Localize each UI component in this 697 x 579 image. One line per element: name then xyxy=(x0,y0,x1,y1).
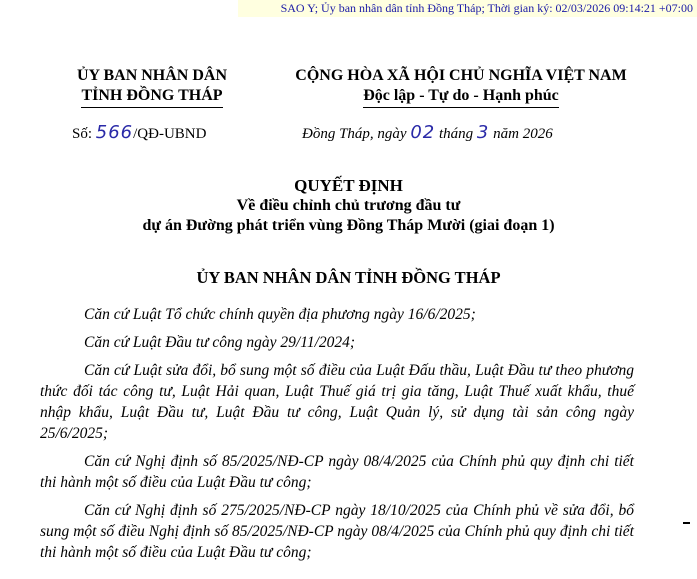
issuing-authority-header xyxy=(56,66,248,108)
date-month-handwritten: 3 xyxy=(476,122,490,143)
date-line xyxy=(302,122,553,143)
authority-line-1: ỦY BAN NHÂN DÂN xyxy=(76,67,228,84)
legal-basis-section xyxy=(40,304,634,570)
national-motto: Độc lập - Tự do - Hạnh phúc xyxy=(363,86,559,108)
legal-basis-paragraph: Căn cứ Luật Tổ chức chính quyền địa phương ngày 16/6/2025; xyxy=(84,306,476,323)
decision-title-block xyxy=(0,176,697,236)
legal-basis-paragraph: Căn cứ Luật sửa đổi, bổ sung một số điều của Luật Đấu thầu, Luật Đầu tư theo phương thức đối tác công tư, Luật Hải quan, Luật Thuế giá trị gia tăng, Luật Thuế xuất khẩu, thuế nhập khẩu, Luật Đầu tư, Luật Đầu tư công, Luật Quản lý, sử dụng tài sản công ngày 25/6/2025; xyxy=(40,362,634,442)
authority-line-2: TỈNH ĐỒNG THÁP xyxy=(81,86,222,108)
decision-subject-line-2: dự án Đường phát triển vùng Đồng Tháp Mười (giai đoạn 1) xyxy=(142,217,555,234)
doc-number-handwritten: 566 xyxy=(95,122,134,143)
national-title-header xyxy=(266,66,656,108)
date-year: năm 2026 xyxy=(493,126,553,142)
margin-mark xyxy=(683,522,690,524)
date-place: Đồng Tháp, ngày xyxy=(302,126,407,142)
date-day-handwritten: 02 xyxy=(410,122,436,143)
decision-heading: QUYẾT ĐỊNH xyxy=(294,176,403,195)
doc-number-suffix: /QĐ-UBND xyxy=(133,126,207,142)
decision-subject-line-1: Về điều chỉnh chủ trương đầu tư xyxy=(236,197,461,214)
document-number xyxy=(72,122,206,143)
doc-number-prefix: Số: xyxy=(72,126,93,142)
issuer-heading: ỦY BAN NHÂN DÂN TỈNH ĐỒNG THÁP xyxy=(196,268,501,287)
legal-basis-paragraph: Căn cứ Nghị định số 275/2025/NĐ-CP ngày 18/10/2025 của Chính phủ về sửa đổi, bổ sung một số điều Nghị định số 85/2025/NĐ-CP ngày 08/4/2025 của Chính phủ quy định chi tiết thi hành một số điều của Luật Đầu tư công; xyxy=(40,502,634,561)
date-month-label: tháng xyxy=(439,126,474,142)
digital-signature-stamp: SAO Y; Ủy ban nhân dân tỉnh Đồng Tháp; Thời gian ký: 02/03/2026 09:14:21 +07:00 xyxy=(238,0,697,17)
legal-basis-paragraph: Căn cứ Luật Đầu tư công ngày 29/11/2024; xyxy=(84,334,356,351)
legal-basis-paragraph: Căn cứ Nghị định số 85/2025/NĐ-CP ngày 08/4/2025 của Chính phủ quy định chi tiết thi hành một số điều của Luật Đầu tư công; xyxy=(40,453,634,491)
national-title: CỘNG HÒA XÃ HỘI CHỦ NGHĨA VIỆT NAM xyxy=(295,67,627,84)
